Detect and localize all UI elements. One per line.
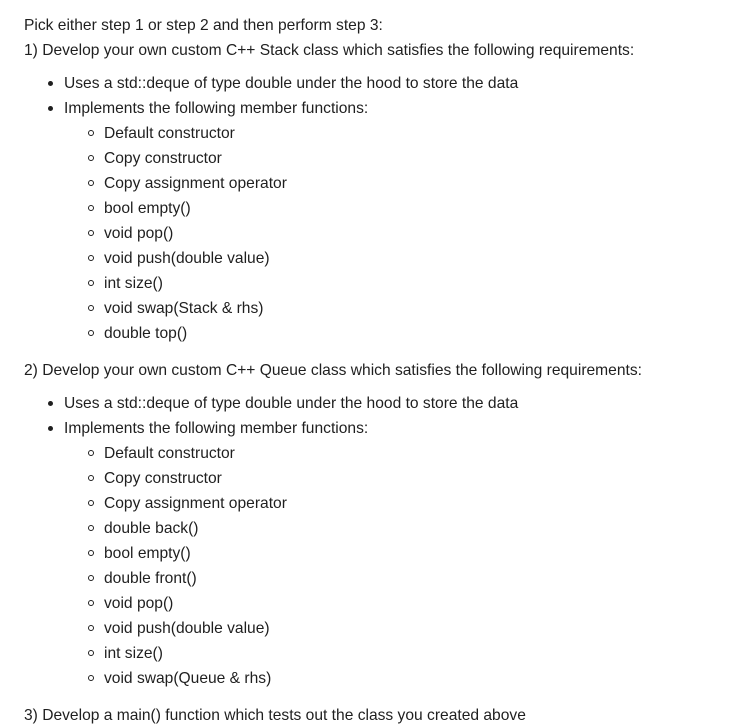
circle-bullet-icon: [88, 625, 94, 631]
function-name: Copy assignment operator: [104, 495, 287, 512]
list-item: [104, 616, 734, 641]
list-item: [104, 321, 734, 346]
circle-bullet-icon: [88, 600, 94, 606]
function-name: Default constructor: [104, 125, 235, 142]
circle-bullet-icon: [88, 475, 94, 481]
circle-bullet-icon: [88, 330, 94, 336]
function-name: Copy assignment operator: [104, 175, 287, 192]
list-item: [24, 416, 734, 691]
circle-bullet-icon: [88, 205, 94, 211]
step1-requirements-list: [24, 71, 734, 346]
list-item: [104, 541, 734, 566]
list-item: [104, 171, 734, 196]
bullet-icon: [48, 106, 53, 111]
list-item: [104, 296, 734, 321]
list-item: [24, 391, 734, 416]
list-item: [104, 516, 734, 541]
function-name: void push(double value): [104, 250, 270, 267]
function-name: void pop(): [104, 225, 174, 242]
list-item: [104, 466, 734, 491]
step2-requirement-functions: Implements the following member functions:: [64, 420, 369, 437]
step2-functions-list: [64, 441, 734, 691]
list-item: [24, 71, 734, 96]
circle-bullet-icon: [88, 255, 94, 261]
circle-bullet-icon: [88, 525, 94, 531]
step2-heading: 2) Develop your own custom C++ Queue class which satisfies the following requirements:: [24, 362, 642, 379]
bullet-icon: [48, 426, 53, 431]
list-item: [104, 441, 734, 466]
circle-bullet-icon: [88, 130, 94, 136]
step2-requirement-deque: Uses a std::deque of type double under the hood to store the data: [64, 395, 519, 412]
function-name: Default constructor: [104, 445, 235, 462]
list-item: [104, 121, 734, 146]
function-name: int size(): [104, 275, 163, 292]
step1-requirement-functions: Implements the following member functions:: [64, 100, 369, 117]
step2-requirements-list: [24, 391, 734, 691]
list-item: [104, 271, 734, 296]
function-name: void swap(Queue & rhs): [104, 670, 272, 687]
circle-bullet-icon: [88, 575, 94, 581]
function-name: double front(): [104, 570, 197, 587]
circle-bullet-icon: [88, 550, 94, 556]
list-item: [104, 641, 734, 666]
function-name: Copy constructor: [104, 470, 222, 487]
function-name: void swap(Stack & rhs): [104, 300, 264, 317]
list-item: [104, 491, 734, 516]
circle-bullet-icon: [88, 230, 94, 236]
circle-bullet-icon: [88, 280, 94, 286]
bullet-icon: [48, 401, 53, 406]
circle-bullet-icon: [88, 500, 94, 506]
bullet-icon: [48, 81, 53, 86]
function-name: void push(double value): [104, 620, 270, 637]
list-item: [104, 591, 734, 616]
list-item: [104, 246, 734, 271]
list-item: [104, 666, 734, 691]
circle-bullet-icon: [88, 650, 94, 656]
function-name: Copy constructor: [104, 150, 222, 167]
function-name: bool empty(): [104, 545, 191, 562]
step1-requirement-deque: Uses a std::deque of type double under the hood to store the data: [64, 75, 519, 92]
step1-heading: 1) Develop your own custom C++ Stack class which satisfies the following requirements:: [24, 42, 635, 59]
circle-bullet-icon: [88, 675, 94, 681]
list-item: [24, 96, 734, 346]
list-item: [104, 221, 734, 246]
function-name: double back(): [104, 520, 199, 537]
function-name: int size(): [104, 645, 163, 662]
circle-bullet-icon: [88, 180, 94, 186]
document-body: [24, 13, 734, 728]
function-name: bool empty(): [104, 200, 191, 217]
circle-bullet-icon: [88, 450, 94, 456]
circle-bullet-icon: [88, 305, 94, 311]
function-name: double top(): [104, 325, 188, 342]
function-name: void pop(): [104, 595, 174, 612]
circle-bullet-icon: [88, 155, 94, 161]
step3-heading: 3) Develop a main() function which tests out the class you created above: [24, 707, 526, 724]
list-item: [104, 196, 734, 221]
step1-functions-list: [64, 121, 734, 346]
list-item: [104, 146, 734, 171]
intro-text: Pick either step 1 or step 2 and then perform step 3:: [24, 17, 383, 34]
list-item: [104, 566, 734, 591]
